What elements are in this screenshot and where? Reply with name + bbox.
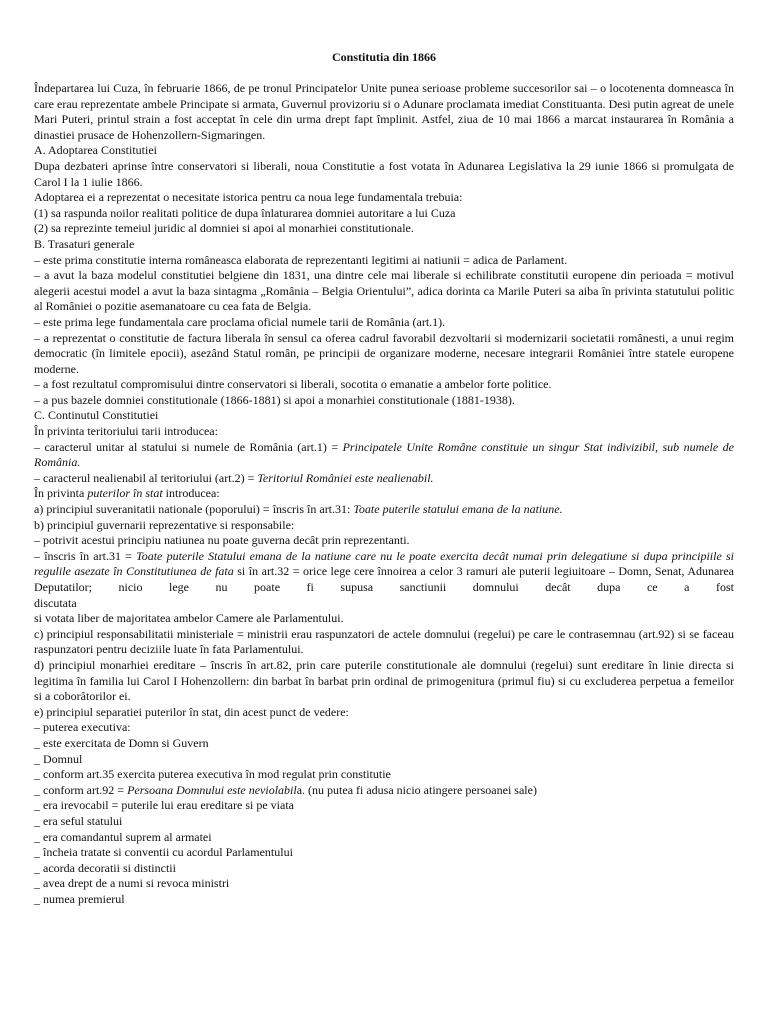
section-a-point-2: (2) sa reprezinte temeiul juridic al domniei si apoi al monarhiei constitutionale. xyxy=(34,221,414,236)
executive-item: _ era seful statului xyxy=(34,813,123,828)
executive-item: _ era comandantul suprem al armatei xyxy=(34,829,212,844)
principle-b-item-2-cont: discutata xyxy=(34,595,77,610)
executive-item: _ numea premierul xyxy=(34,891,125,906)
territory-item-2: – caracterul nealienabil al teritoriului (art.2) = Teritoriul României este nealienabil. xyxy=(34,470,434,485)
section-b-item: – a avut la baza modelul constitutiei belgiene din 1831, una dintre cele mai liberale si echilibrate constitutii europene din perioada = motivul alegerii acestui model a avut la baza sintagma „România – Belgia Orientului”, adica dorinta ca Marile Puteri sa aiba în privinta statutului politic al României o pozitie asemanatoare cu cea fata de Belgia. xyxy=(34,268,734,314)
principle-b-item-2: – înscris în art.31 = Toate puterile Statului emana de la natiune care nu le poate exercita decât numai prin delegatiune si dupa principiile si regulile asezate în Constitutiunea de fata si în art.32 = orice lege cere înnoirea a celor 3 ramuri ale puterii legiuitoare – Domn, Senat, Adunarea Deputatilor; nicio lege nu poate fi supusa sanctiunii domnului decât dupa ce a fost xyxy=(34,548,735,594)
executive-power: – puterea executiva: xyxy=(34,720,131,735)
intro-paragraph: Îndepartarea lui Cuza, în februarie 1866, de pe tronul Principatelor Unite punea serioase probleme succesorilor sai – o locotenenta domneasca în care erau reprezentate ambele Principate si armata, Guvernul provizoriu si o Adunare proclamata imediat Constituanta. Desi putin agreat de unele Mari Puteri, printul strain a fost acceptat în cele din urma drept fapt împlinit. Astfel, ziua de 10 mai 1866 a marcat instaurarea în România a dinastiei prusace de Hohenzollern-Sigmaringen. xyxy=(34,81,734,142)
executive-item-art92: _ conform art.92 = Persoana Domnului este neviolabila. (nu putea fi adusa nicio atingere persoanei sale) xyxy=(34,782,537,797)
section-b-item: – este prima lege fundamentala care proclama oficial numele tarii de România (art.1). xyxy=(34,314,446,329)
powers-intro: În privinta puterilor în stat introducea: xyxy=(34,486,220,501)
section-b-heading: B. Trasaturi generale xyxy=(34,236,135,251)
executive-item: _ acorda decoratii si distinctii xyxy=(34,860,176,875)
principle-e-heading: e) principiul separatiei puterilor în stat, din acest punct de vedere: xyxy=(34,704,349,719)
section-a-paragraph-2: Adoptarea ei a reprezentat o necesitate istorica pentru ca noua lege fundamentala trebuia: xyxy=(34,190,463,205)
section-a-heading: A. Adoptarea Constitutiei xyxy=(34,143,157,158)
principle-c: c) principiul responsabilitatii ministeriale = ministrii erau raspunzatori de actele domnului (regelui) pe care le contrasemnau (art.92) si se faceau raspunzatori pentru deciziile luate în fata Parlamentului. xyxy=(34,626,734,657)
section-b-item: – a pus bazele domniei constitutionale (1866-1881) si apoi a monarhiei constitutionale (1881-1938). xyxy=(34,392,515,407)
principle-d: d) principiul monarhiei ereditare – înscris în art.82, prin care puterile constitutionale ale domnului (regelui) sunt ereditare în linie directa si legitima în familia lui Carol I Hohenzollern: din barbat în barbat prin ordinal de primogenitura (primul fiu) si cu excluderea perpetua a femeilor si a coborâtorilor ei. xyxy=(34,657,734,704)
executive-item: _ Domnul xyxy=(34,751,83,766)
section-a-point-1: (1) sa raspunda noilor realitati politice de dupa înlaturarea domniei autoritare a lui Cuza xyxy=(34,205,456,220)
section-b-item: – a reprezentat o constitutie de factura liberala în sensul ca oferea cadrul favorabil dezvoltarii si modernizarii societatii românesti, a unui regim democratic (în limitele epocii), asezând Statul român, pe principii de organizare moderne, necesare integrarii României între statele europene moderne. xyxy=(34,330,734,376)
document-title: Constitutia din 1866 xyxy=(331,50,437,64)
territory-item-1: – caracterul unitar al statului si numele de România (art.1) = Principatele Unite Române constituie un singur Stat indivizibil, sub numele de România. xyxy=(34,439,734,470)
section-b-item: – a fost rezultatul compromisului dintre conservatori si liberali, socotita o emanatie a ambelor forte politice. xyxy=(34,377,552,392)
section-c-heading: C. Continutul Constitutiei xyxy=(34,408,159,423)
territory-intro: În privinta teritoriului tarii introducea: xyxy=(34,424,218,439)
principle-b-item-2-end: si votata liber de majoritatea ambelor Camere ale Parlamentului. xyxy=(34,611,344,626)
section-b-item: – este prima constitutie interna româneasca elaborata de reprezentanti legitimi ai natiunii = adica de Parlament. xyxy=(34,252,568,267)
executive-item: _ era irevocabil = puterile lui erau ereditare si pe viata xyxy=(34,798,294,813)
executive-item: _ avea drept de a numi si revoca ministri xyxy=(34,876,230,891)
principle-b-heading: b) principiul guvernarii reprezentative si responsabile: xyxy=(34,517,295,532)
section-a-paragraph-1: Dupa dezbateri aprinse între conservatori si liberali, noua Constitutie a fost votata în Adunarea Legislativa la 29 iunie 1866 si promulgata de Carol I la 1 iulie 1866. xyxy=(34,158,734,189)
executive-item: _ este exercitata de Domn si Guvern xyxy=(34,735,209,750)
principle-b-item-1: – potrivit acestui principiu natiunea nu poate guverna decât prin reprezentanti. xyxy=(34,533,410,548)
executive-item: _ conform art.35 exercita puterea executiva în mod regulat prin constitutie xyxy=(34,767,391,782)
principle-a: a) principiul suveranitatii nationale (poporului) = înscris în art.31: Toate puterile statului emana de la natiune. xyxy=(34,502,563,517)
executive-item: _ încheia tratate si conventii cu acordul Parlamentului xyxy=(34,845,293,860)
